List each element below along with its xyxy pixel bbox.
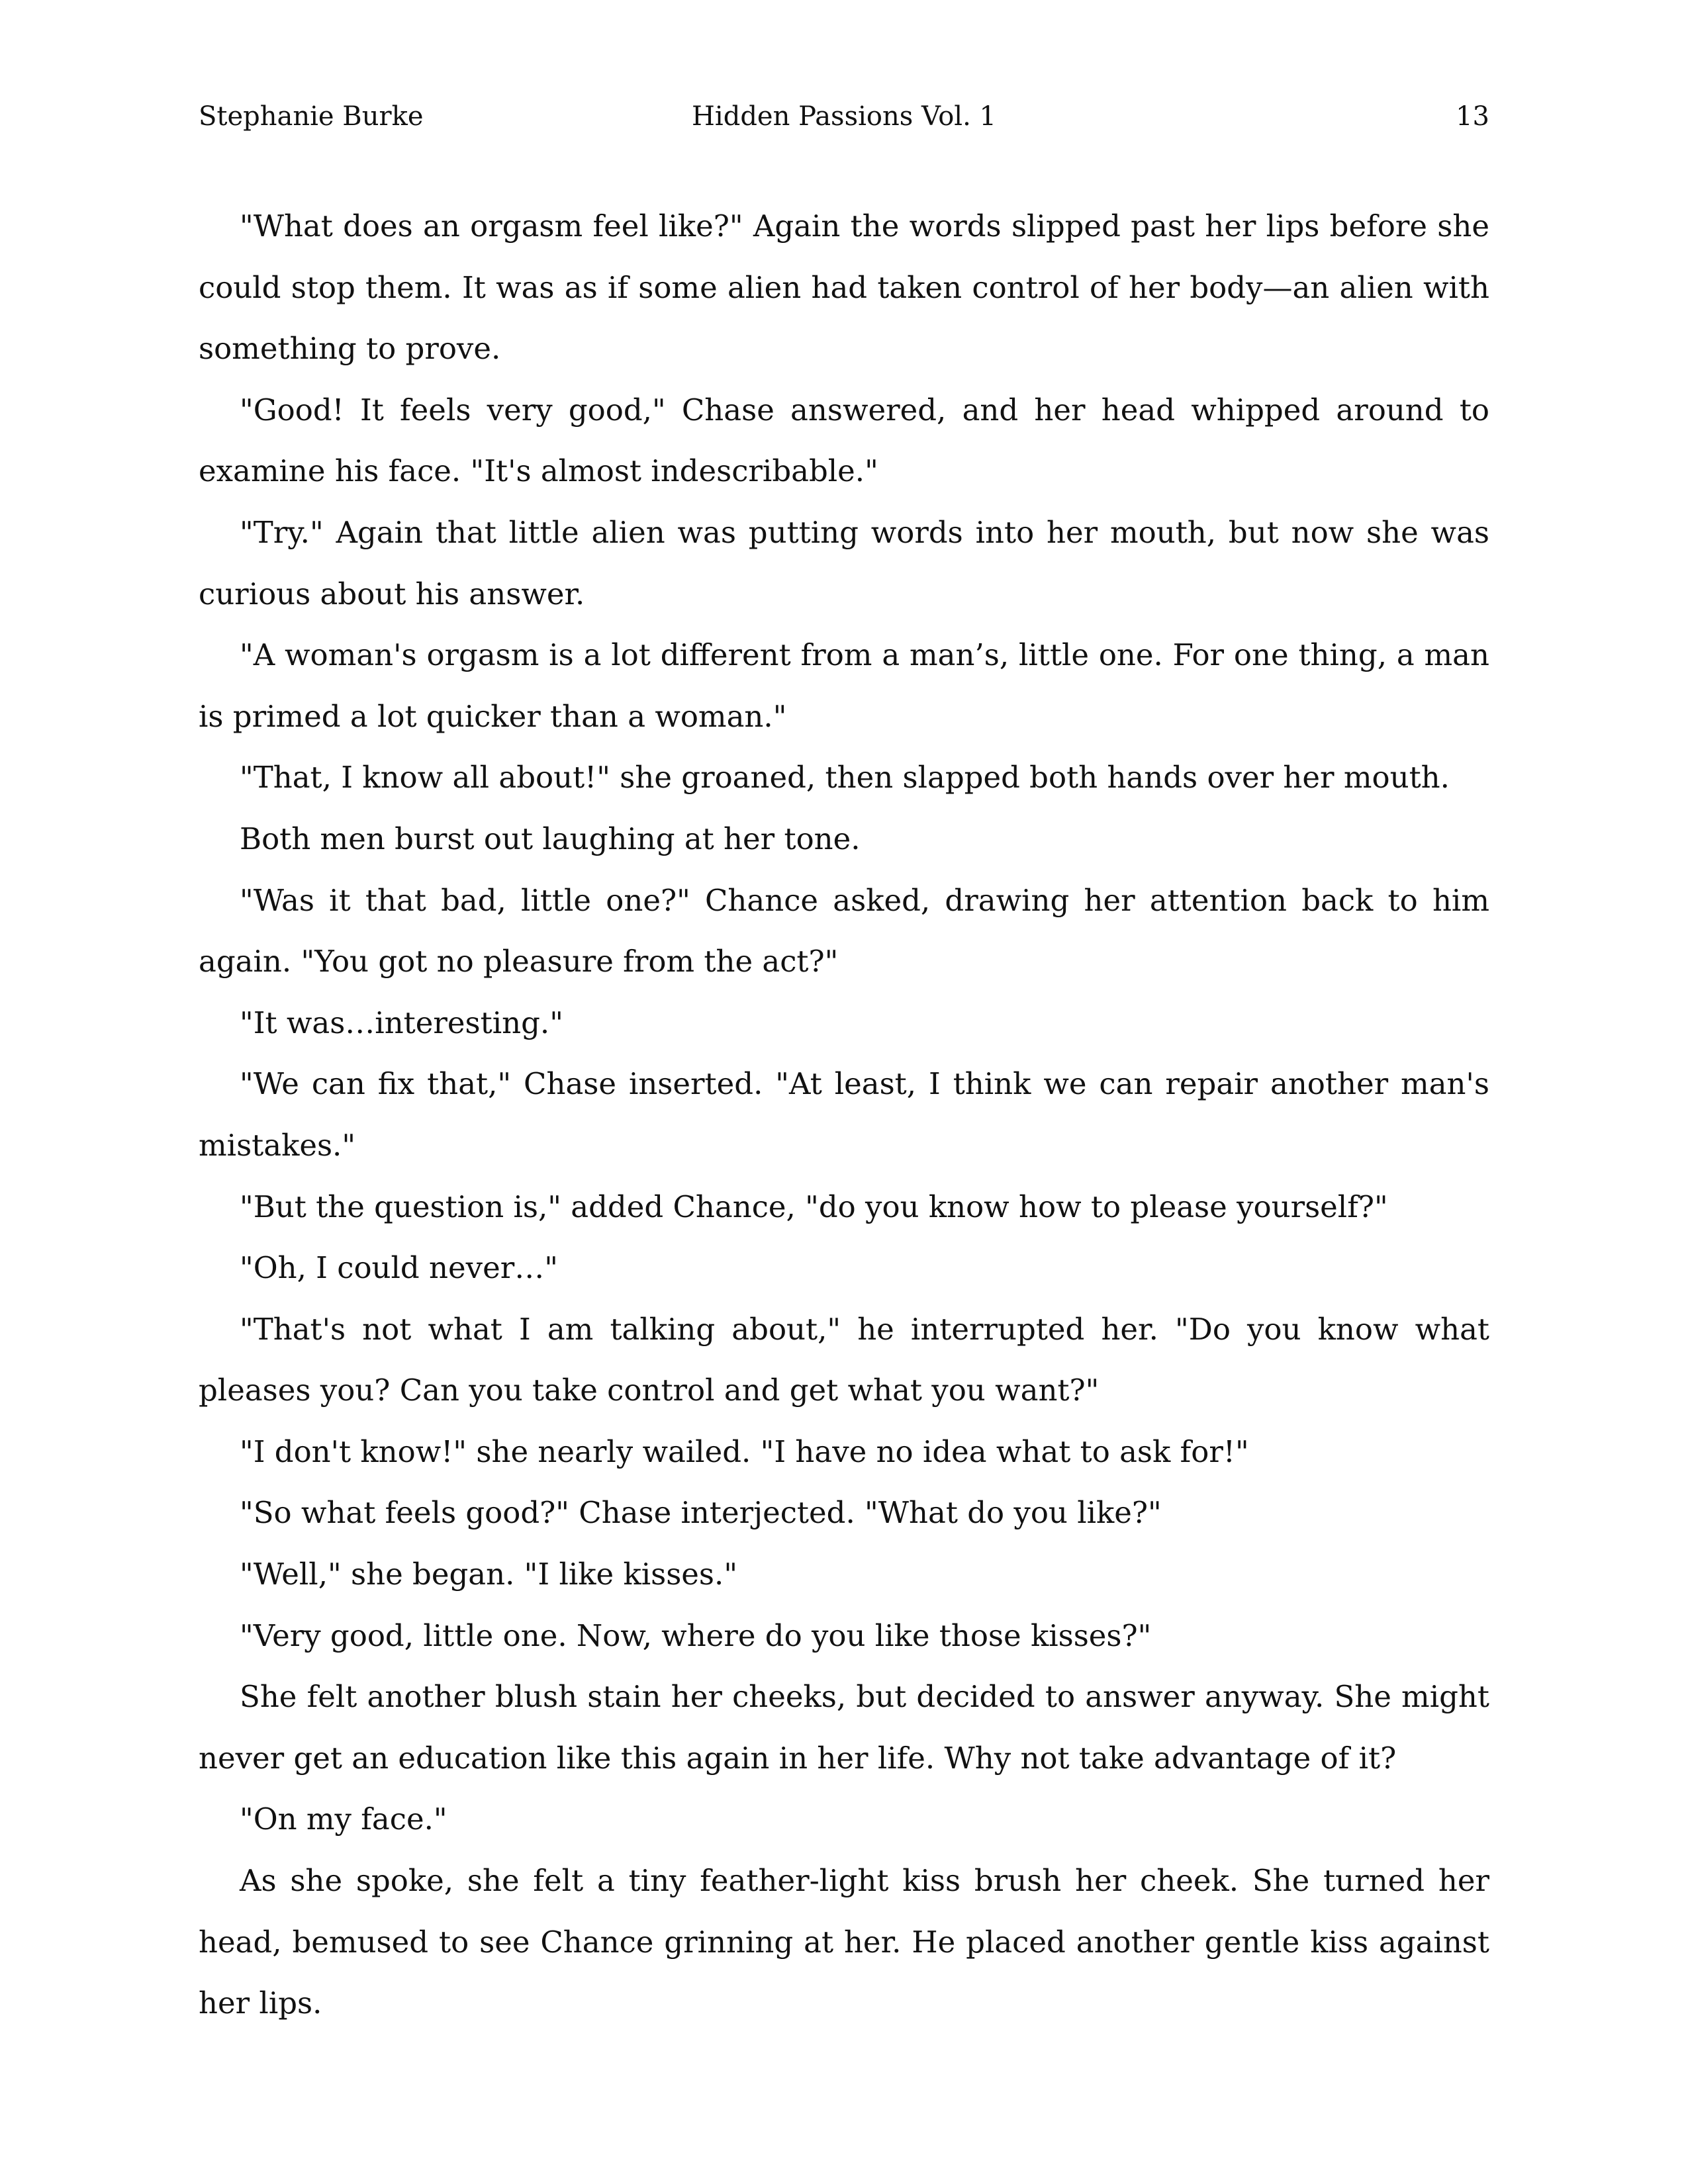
paragraph: "Try." Again that little alien was putting words into her mouth, but now she was curious about his answer. [199, 514, 1489, 612]
paragraph: "A woman's orgasm is a lot different from a man’s, little one. For one thing, a man is primed a lot quicker than a woman." [199, 637, 1489, 734]
paragraph: "Oh, I could never…" [240, 1250, 558, 1286]
paragraph: "What does an orgasm feel like?" Again the words slipped past her lips before she could stop them. It was as if some alien had taken control of her body—an alien with something to prove. [199, 208, 1489, 367]
paragraph: "It was…interesting." [240, 1005, 563, 1040]
paragraph: As she spoke, she felt a tiny feather-light kiss brush her cheek. She turned her head, bemused to see Chance grinning at her. He placed another gentle kiss against her lips. [199, 1863, 1489, 2021]
paragraph: "I don't know!" she nearly wailed. "I have no idea what to ask for!" [240, 1433, 1249, 1469]
paragraph: "Well," she began. "I like kisses." [240, 1557, 738, 1592]
header-author: Stephanie Burke [199, 101, 424, 132]
paragraph: She felt another blush stain her cheeks, but decided to answer anyway. She might never get an education like this again in her life. Why not take advantage of it? [199, 1679, 1489, 1776]
paragraph: Both men burst out laughing at her tone. [240, 821, 861, 856]
paragraph: "That's not what I am talking about," he interrupted her. "Do you know what pleases you? Can you take control and get what you want?" [199, 1311, 1489, 1408]
header-book-title: Hidden Passions Vol. 1 [692, 101, 996, 132]
header-page-number: 13 [1456, 101, 1489, 132]
paragraph: "So what feels good?" Chase interjected. "What do you like?" [240, 1495, 1162, 1531]
paragraph: "Good! It feels very good," Chase answered, and her head whipped around to examine his face. "It's almost indescribable." [199, 392, 1489, 489]
paragraph: "Was it that bad, little one?" Chance asked, drawing her attention back to him again. "You got no pleasure from the act?" [199, 882, 1489, 979]
paragraph: "On my face." [240, 1801, 447, 1837]
running-header [199, 98, 1489, 135]
paragraph: "Very good, little one. Now, where do you like those kisses?" [240, 1617, 1152, 1653]
paragraph: "But the question is," added Chance, "do you know how to please yourself?" [240, 1189, 1388, 1224]
paragraph: "We can fix that," Chase inserted. "At least, I think we can repair another man's mistakes." [199, 1066, 1489, 1163]
body-text [199, 196, 1489, 2034]
paragraph: "That, I know all about!" she groaned, then slapped both hands over her mouth. [240, 760, 1450, 796]
